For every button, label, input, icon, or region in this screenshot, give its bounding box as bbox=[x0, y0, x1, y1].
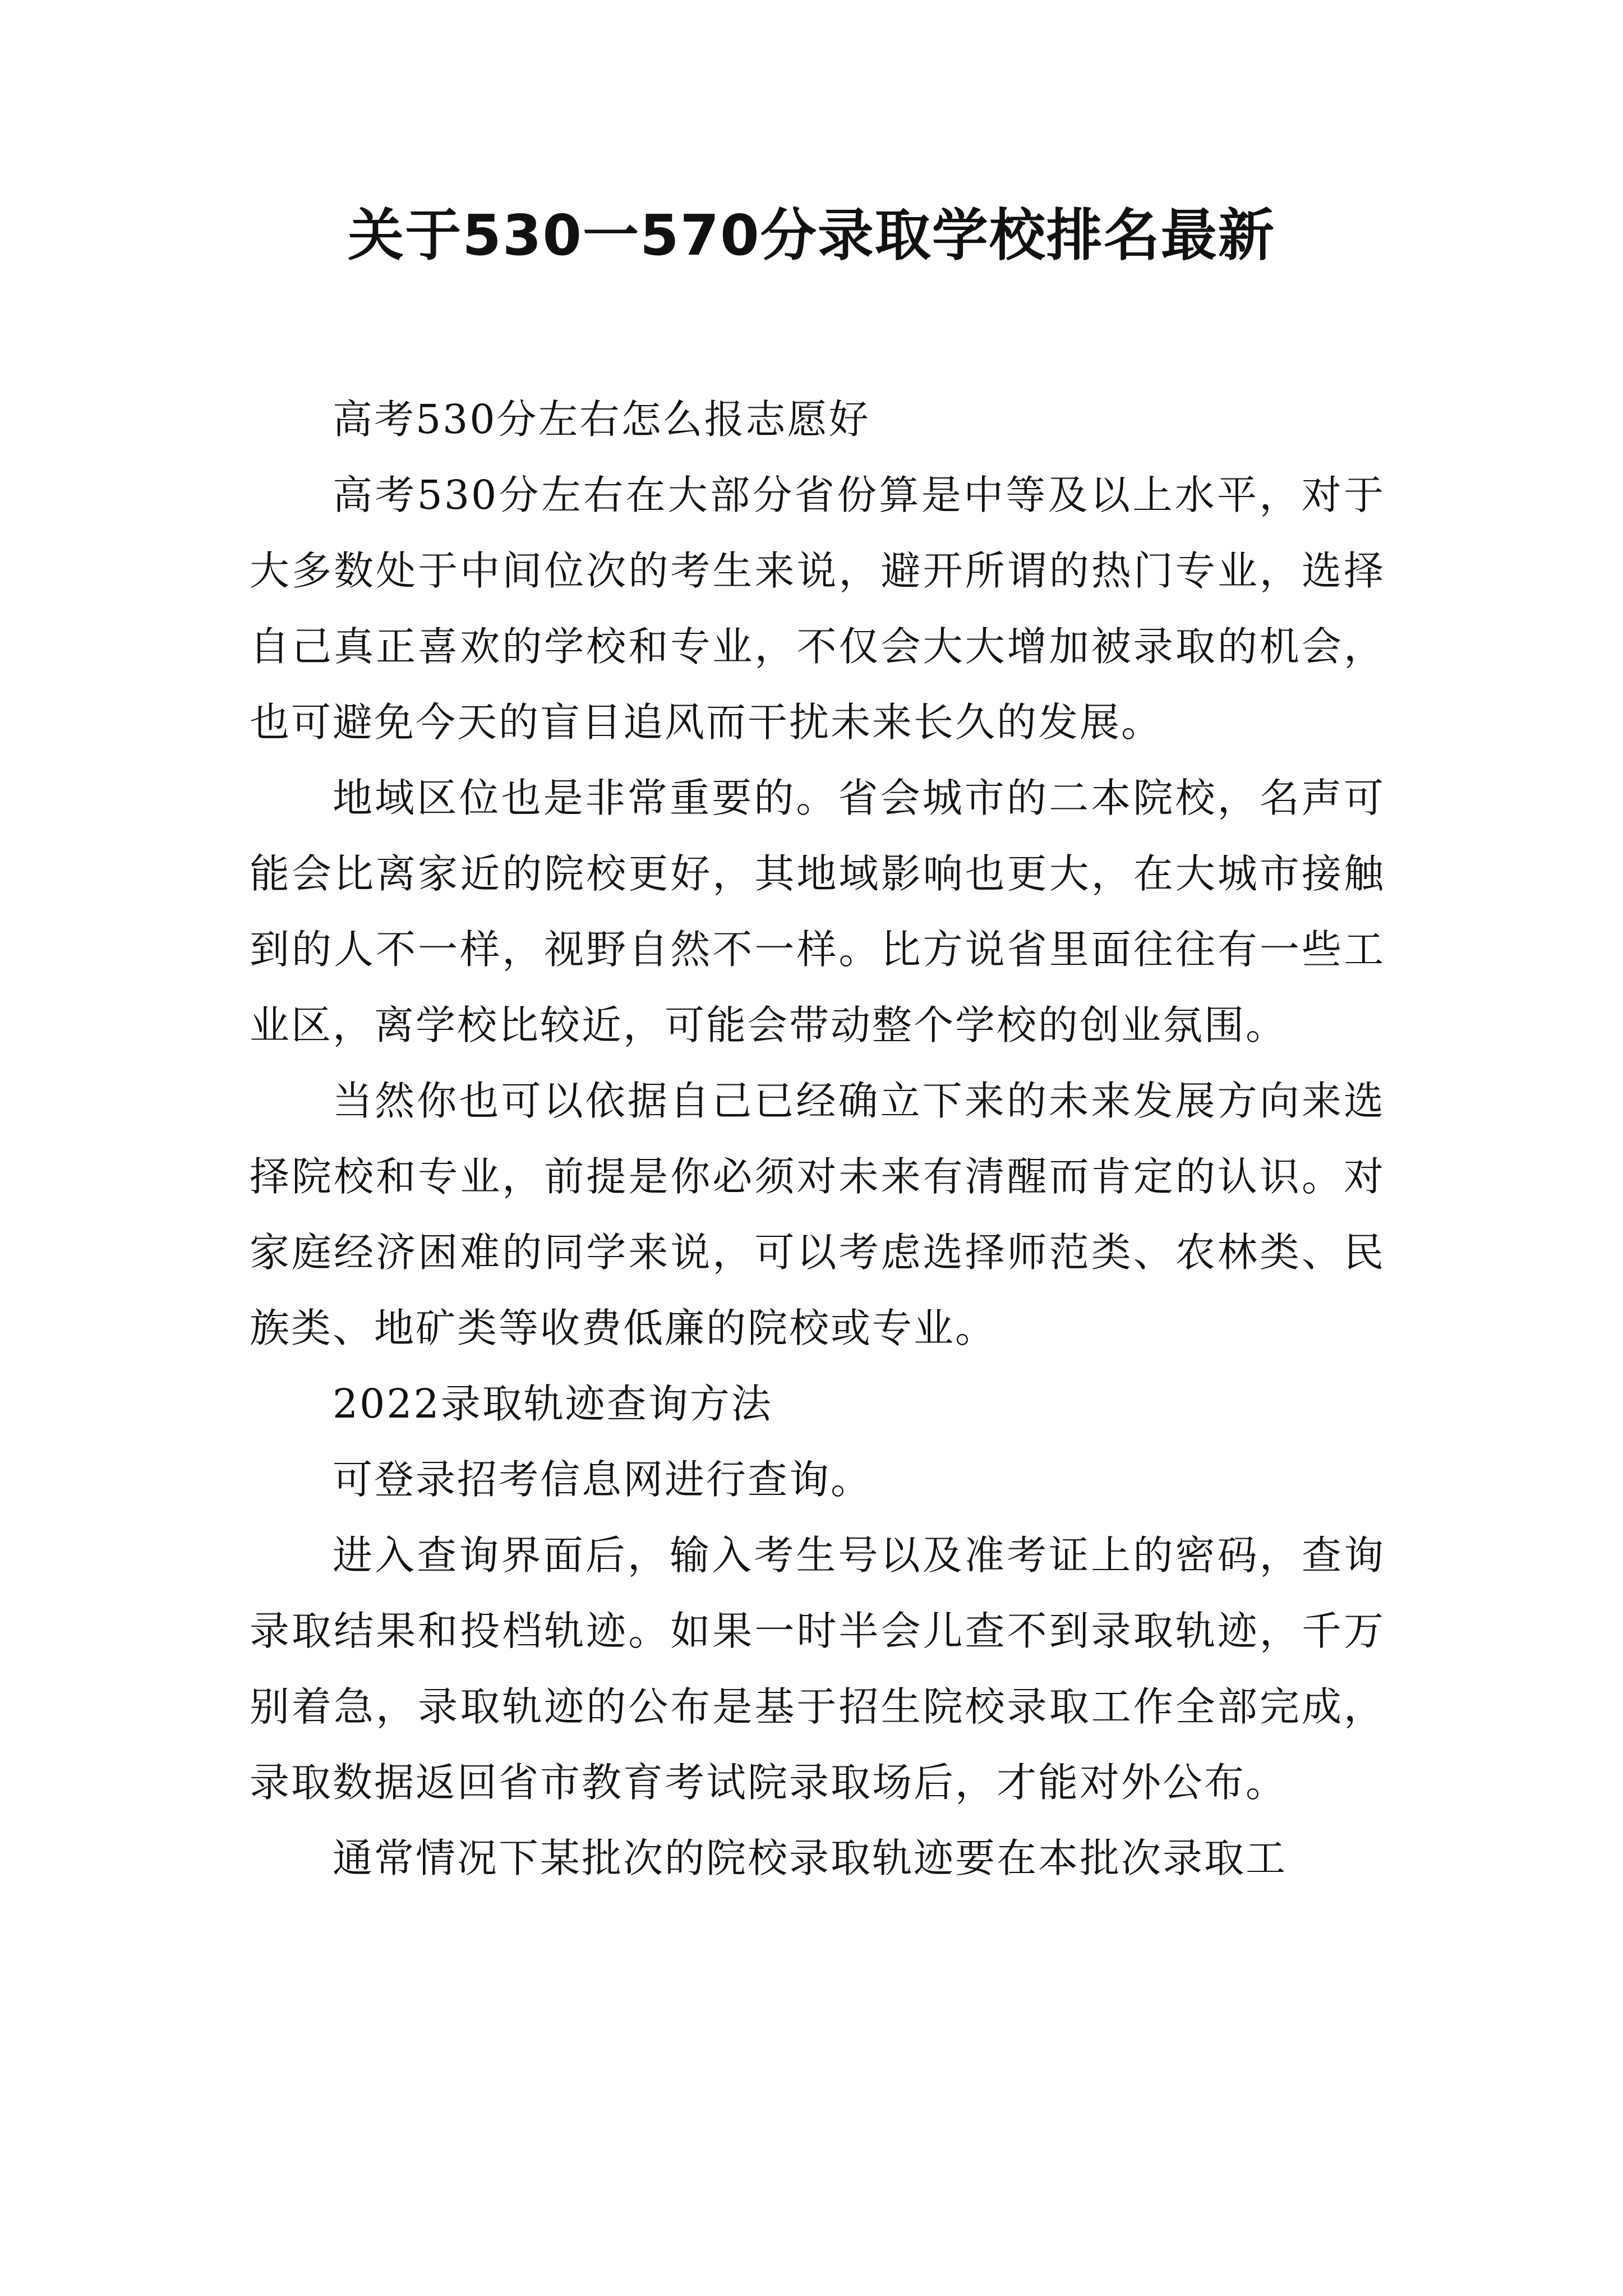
paragraph-track-timing: 通常情况下某批次的院校录取轨迹要在本批次录取工 bbox=[333, 1835, 1288, 1881]
paragraph-query-site: 可登录招考信息网进行查询。 bbox=[333, 1456, 873, 1503]
heading-track-query: 2022录取轨迹查询方法 bbox=[333, 1381, 773, 1427]
document-title: 关于530一570分录取学校排名最新 bbox=[348, 203, 1275, 268]
document-body bbox=[250, 381, 1385, 1896]
paragraph-future-direction: 当然你也可以依据自己已经确立下来的未来发展方向来选择院校和专业，前提是你必须对未来有清醒而肯定的认识。对家庭经济困难的同学来说，可以考虑选择师范类、农林类、民族类、地矿类等收费低廉的院校或专业。 bbox=[250, 1078, 1385, 1351]
paragraph-region: 地域区位也是非常重要的。省会城市的二本院校，名声可能会比离家近的院校更好，其地域影响也更大，在大城市接触到的人不一样，视野自然不一样。比方说省里面往往有一些工业区，离学校比较近，可能会带动整个学校的创业氛围。 bbox=[250, 775, 1385, 1048]
heading-530-advice: 高考530分左右怎么报志愿好 bbox=[333, 396, 870, 443]
paragraph-530-level: 高考530分左右在大部分省份算是中等及以上水平，对于大多数处于中间位次的考生来说，避开所谓的热门专业，选择自己真正喜欢的学校和专业，不仅会大大增加被录取的机会，也可避免今天的盲目追风而干扰未来长久的发展。 bbox=[250, 472, 1385, 746]
paragraph-query-steps: 进入查询界面后，输入考生号以及准考证上的密码，查询录取结果和投档轨迹。如果一时半会儿查不到录取轨迹，千万别着急，录取轨迹的公布是基于招生院校录取工作全部完成，录取数据返回省市教育考试院录取场后，才能对外公布。 bbox=[250, 1532, 1385, 1806]
